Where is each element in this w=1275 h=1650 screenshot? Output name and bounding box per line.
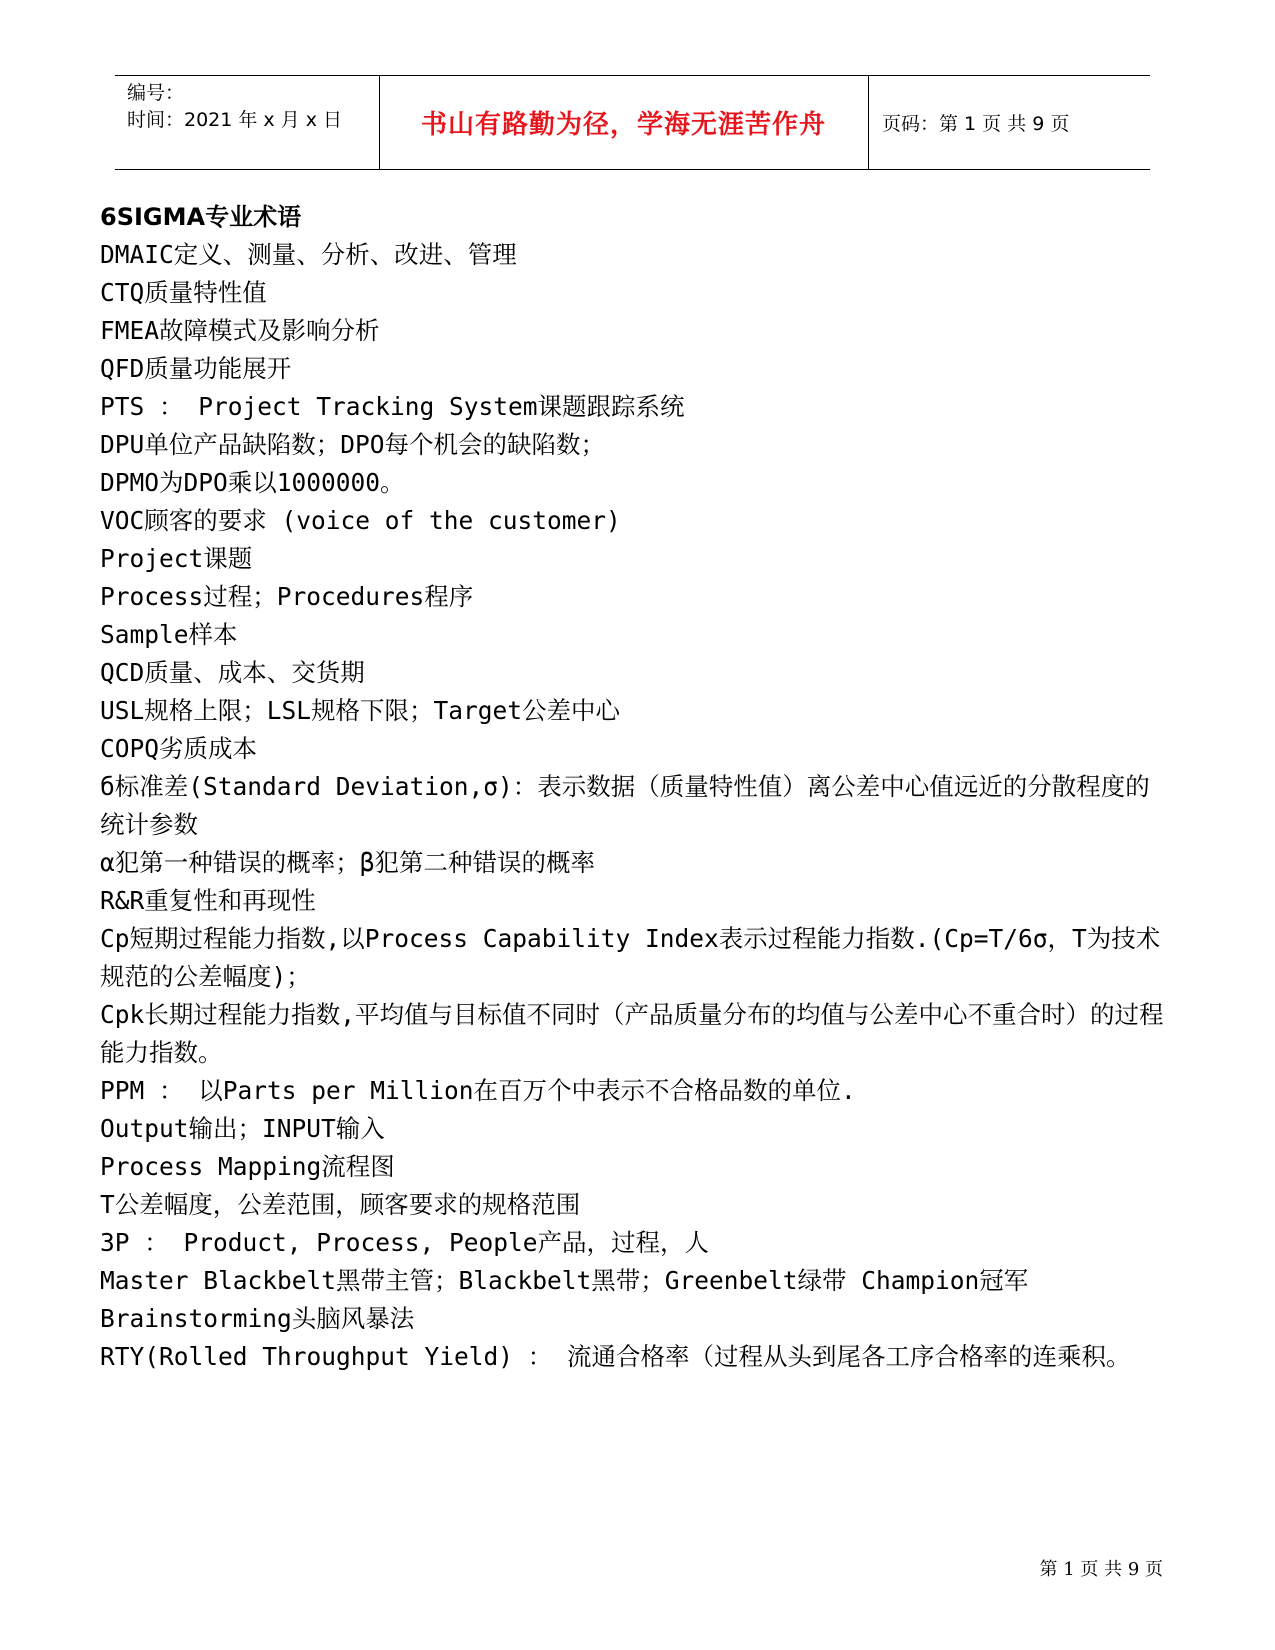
term-line: Process Mapping流程图 — [100, 1152, 395, 1181]
term-line: Cp短期过程能力指数,以Process Capability Index表示过程能力指数.(Cp=T/6σ，T为技术规范的公差幅度)； — [100, 924, 1161, 991]
term-line: DPU单位产品缺陷数；DPO每个机会的缺陷数； — [100, 430, 605, 459]
term-line: Master Blackbelt黑带主管；Blackbelt黑带；Greenbelt绿带 Champion冠军 — [100, 1266, 1029, 1295]
term-line: CTQ质量特性值 — [100, 278, 267, 307]
header-divider — [868, 76, 869, 169]
term-line: PPM ： 以Parts per Million在百万个中表示不合格品数的单位. — [100, 1076, 856, 1105]
page-header — [115, 75, 1150, 170]
term-line: DPMO为DPO乘以1000000。 — [100, 468, 405, 497]
term-line: T公差幅度，公差范围，顾客要求的规格范围 — [100, 1190, 581, 1219]
term-line: VOC顾客的要求 (voice of the customer) — [100, 506, 621, 535]
term-line: Process过程；Procedures程序 — [100, 582, 474, 611]
term-line: Project课题 — [100, 544, 253, 573]
term-line: COPQ劣质成本 — [100, 734, 258, 763]
term-line: Cpk长期过程能力指数,平均值与目标值不同时（产品质量分布的均值与公差中心不重合时）的过程能力指数。 — [100, 1000, 1164, 1067]
term-line: 3P ： Product, Process, People产品，过程，人 — [100, 1228, 710, 1257]
term-line: QFD质量功能展开 — [100, 354, 292, 383]
header-motto: 书山有路勤为径，学海无涯苦作舟 — [420, 110, 826, 140]
term-line: б标准差(Standard Deviation,σ)：表示数据（质量特性值）离公差中心值远近的分散程度的统计参数 — [100, 772, 1150, 839]
document-body — [100, 198, 1170, 1376]
term-line: Sample样本 — [100, 620, 238, 649]
term-line: Output输出；INPUT输入 — [100, 1114, 385, 1143]
term-line: α犯第一种错误的概率；β犯第二种错误的概率 — [100, 848, 595, 877]
document-number-label: 编号： — [127, 82, 185, 104]
document-date-label: 时间：2021 年 x 月 x 日 — [127, 109, 343, 131]
header-page-info: 页码：第 1 页 共 9 页 — [882, 113, 1070, 135]
term-line: RTY(Rolled Throughput Yield) ： 流通合格率（过程从头到尾各工序合格率的连乘积。 — [100, 1342, 1131, 1371]
page-footer-number: 第 1 页 共 9 页 — [1039, 1559, 1163, 1580]
term-line: Brainstorming头脑风暴法 — [100, 1304, 415, 1333]
term-line: FMEA故障模式及影响分析 — [100, 316, 380, 345]
term-line: DMAIC定义、测量、分析、改进、管理 — [100, 240, 517, 269]
term-line: R&R重复性和再现性 — [100, 886, 316, 915]
term-line: USL规格上限；LSL规格下限；Target公差中心 — [100, 696, 621, 725]
term-line: PTS ： Project Tracking System课题跟踪系统 — [100, 392, 685, 421]
document-title: 6SIGMA专业术语 — [100, 203, 302, 231]
term-line: QCD质量、成本、交货期 — [100, 658, 365, 687]
